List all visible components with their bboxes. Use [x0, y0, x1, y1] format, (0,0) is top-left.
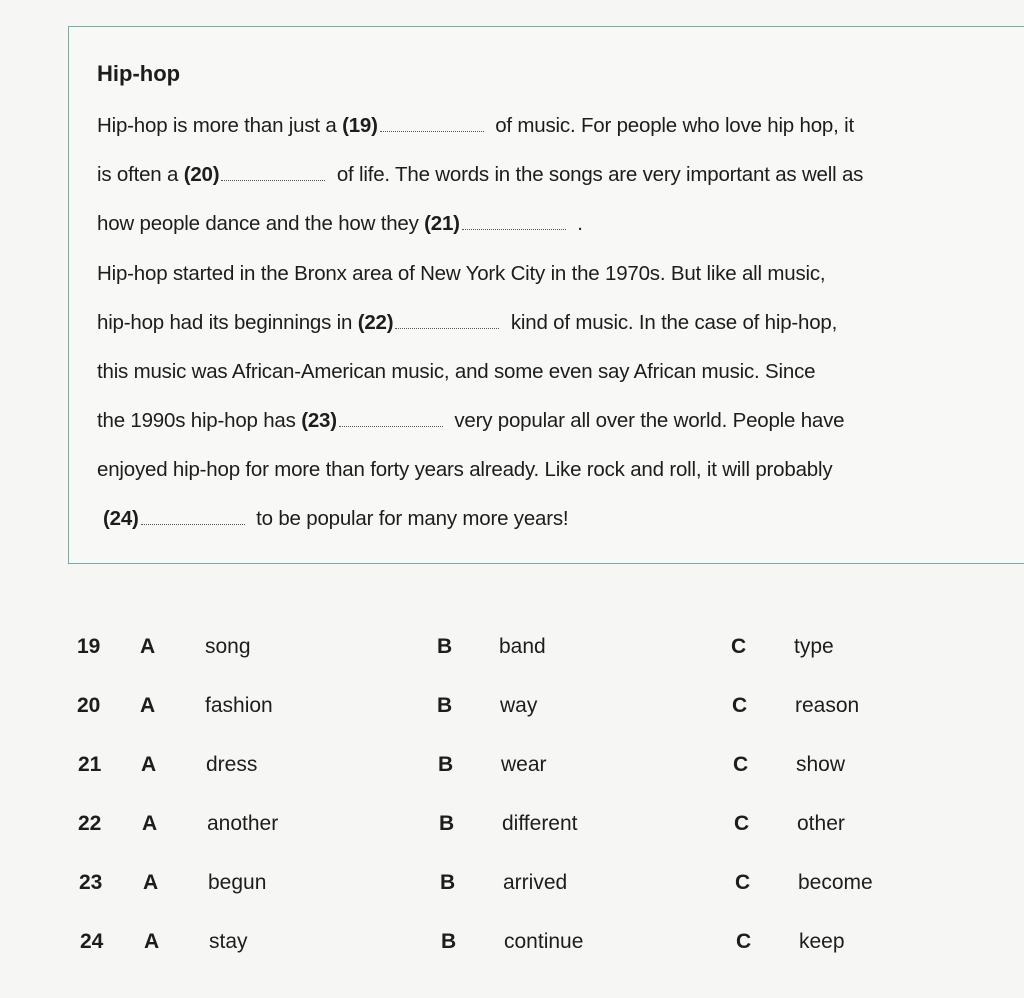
option-a[interactable]: dress [206, 753, 258, 776]
option-letter-b: B [439, 812, 455, 835]
option-letter-c: C [731, 635, 747, 658]
question-number: 23 [79, 871, 103, 894]
question-number: 21 [78, 753, 102, 776]
gap-number: (22) [357, 311, 394, 334]
option-letter-b: B [441, 930, 457, 953]
question-number: 19 [77, 635, 101, 658]
option-letter-a: A [143, 871, 159, 894]
answer-blank[interactable] [339, 425, 443, 427]
line-text: is often a [97, 163, 184, 186]
line-text: very popular all over the world. People have [448, 409, 845, 432]
option-letter-a: A [144, 930, 160, 953]
option-a[interactable]: begun [208, 871, 267, 894]
option-b[interactable]: continue [504, 930, 584, 953]
answer-blank[interactable] [221, 179, 325, 181]
line-text: Hip-hop is more than just a [97, 114, 343, 137]
option-c[interactable]: keep [799, 930, 845, 953]
line-text: enjoyed hip-hop for more than forty years already. Like rock and roll, it will probably [97, 458, 833, 481]
line-text: the 1990s hip-hop has [97, 409, 302, 432]
option-letter-c: C [736, 930, 752, 953]
option-letter-c: C [734, 812, 750, 835]
question-row [0, 694, 1024, 724]
gap-number: (21) [424, 212, 460, 235]
question-number: 22 [78, 812, 102, 835]
line-text: hip-hop had its beginnings in [97, 311, 358, 334]
passage-line [103, 507, 568, 531]
gap-number: (19) [342, 114, 378, 137]
option-letter-c: C [735, 871, 751, 894]
line-text: of life. The words in the songs are very important as well as [331, 163, 864, 186]
option-a[interactable]: fashion [205, 694, 273, 717]
option-b[interactable]: arrived [503, 871, 568, 894]
question-row [0, 812, 1024, 842]
answer-blank[interactable] [380, 130, 484, 132]
question-row [0, 930, 1024, 960]
passage-line [97, 360, 815, 384]
question-row [0, 753, 1024, 783]
option-a[interactable]: song [205, 635, 251, 658]
option-c[interactable]: become [798, 871, 873, 894]
option-a[interactable]: stay [209, 930, 248, 953]
passage-line [97, 262, 825, 286]
passage-line [97, 409, 844, 433]
line-text: of music. For people who love hip hop, it [489, 114, 854, 137]
passage-box [68, 26, 1024, 564]
line-text: Hip-hop started in the Bronx area of New York City in the 1970s. But like all music, [97, 262, 826, 285]
question-row [0, 635, 1024, 665]
option-letter-a: A [142, 812, 158, 835]
gap-number: (23) [301, 409, 337, 432]
passage-line [97, 114, 854, 138]
option-c[interactable]: other [797, 812, 845, 835]
option-c[interactable]: type [794, 635, 834, 658]
option-letter-c: C [732, 694, 748, 717]
option-letter-a: A [140, 694, 156, 717]
option-b[interactable]: way [500, 694, 538, 717]
passage-title: Hip-hop [97, 61, 181, 86]
answer-blank[interactable] [462, 228, 566, 230]
option-b[interactable]: band [499, 635, 546, 658]
question-row [0, 871, 1024, 901]
passage-line [97, 212, 583, 236]
option-letter-b: B [440, 871, 456, 894]
line-text: this music was African-American music, and some even say African music. Since [97, 360, 816, 383]
option-b[interactable]: different [502, 812, 578, 835]
line-text: . [571, 212, 583, 235]
option-letter-c: C [733, 753, 749, 776]
line-text: how people dance and the how they [97, 212, 425, 235]
option-letter-a: A [140, 635, 156, 658]
question-number: 20 [77, 694, 101, 717]
option-c[interactable]: show [796, 753, 846, 776]
option-c[interactable]: reason [795, 694, 860, 717]
gap-number: (24) [103, 507, 139, 530]
option-letter-b: B [437, 694, 453, 717]
option-b[interactable]: wear [501, 753, 547, 776]
option-letter-b: B [437, 635, 453, 658]
option-a[interactable]: another [207, 812, 279, 835]
passage-line [97, 311, 837, 335]
passage-line [97, 458, 832, 482]
passage-line [97, 163, 863, 187]
option-letter-a: A [141, 753, 157, 776]
answer-blank[interactable] [141, 523, 245, 525]
line-text: to be popular for many more years! [250, 507, 569, 530]
gap-number: (20) [183, 163, 220, 186]
answer-blank[interactable] [395, 327, 499, 329]
line-text: kind of music. In the case of hip-hop, [505, 311, 838, 334]
question-number: 24 [80, 930, 104, 953]
option-letter-b: B [438, 753, 454, 776]
